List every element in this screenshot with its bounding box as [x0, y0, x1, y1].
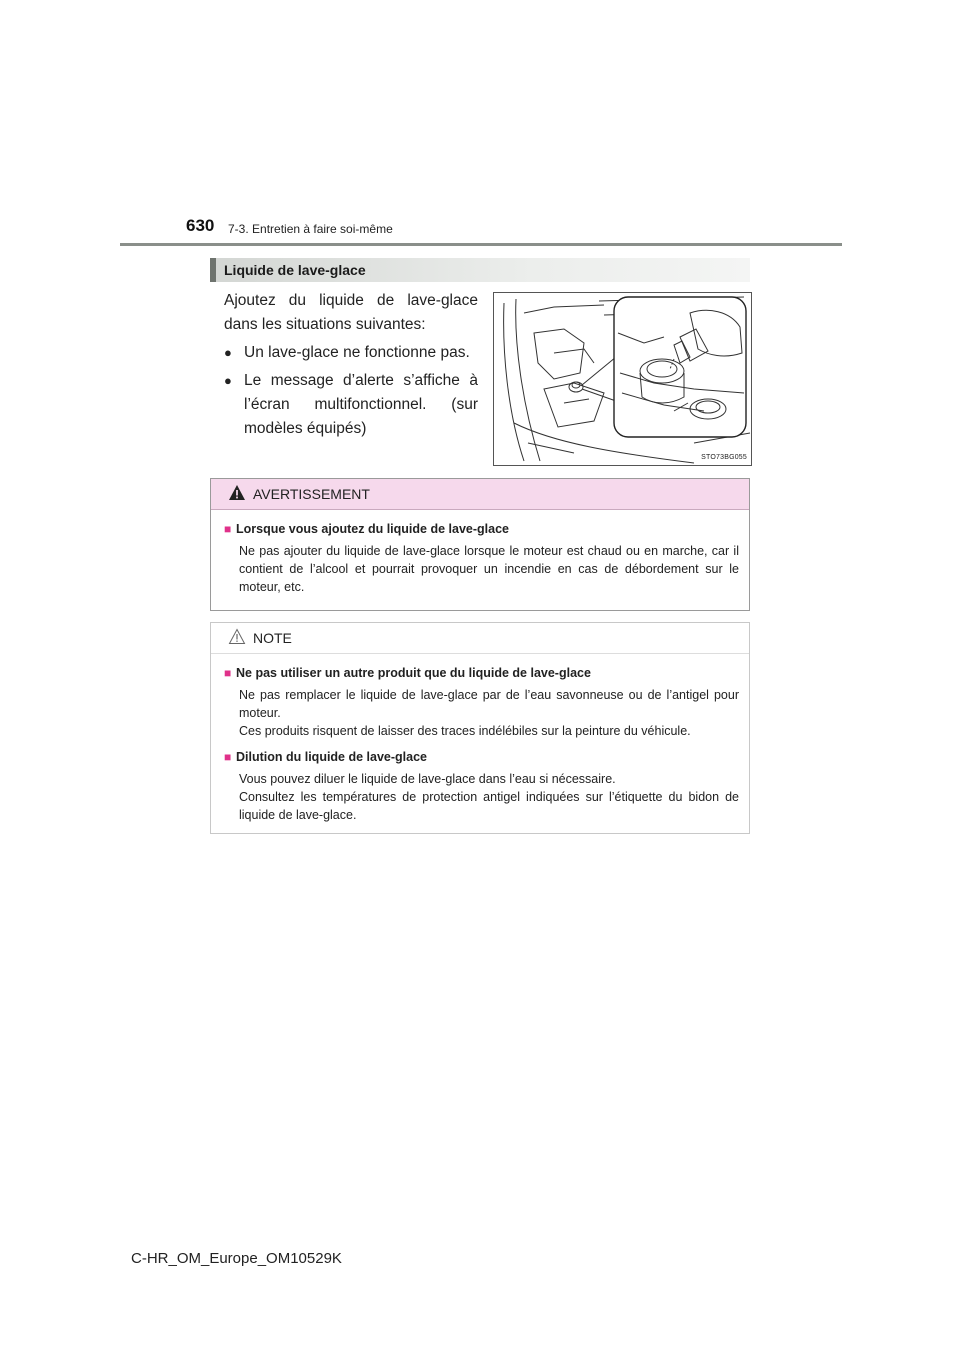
- section-breadcrumb: 7-3. Entretien à faire soi-même: [228, 222, 393, 236]
- note-item-text: Ces produits risquent de laisser des traces indélébiles sur la peinture du véhicule.: [239, 724, 691, 738]
- note-item-text: Ne pas remplacer le liquide de lave-glace par de l’eau savonneuse ou de l’antigel pour moteur.: [239, 688, 739, 720]
- bullet-icon: ●: [224, 345, 232, 360]
- warning-item-text: Ne pas ajouter du liquide de lave-glace lorsque le moteur est chaud ou en marche, car il contient de l’alcool et pourrait provoquer un incendie en cas de débordement sur le moteur, etc.: [239, 544, 739, 594]
- page-number: 630: [186, 216, 215, 235]
- square-bullet-icon: ■: [224, 522, 232, 536]
- bullet-text: Le message d’alerte s’affiche à l’écran multifonctionnel. (sur modèles équipés): [244, 372, 478, 437]
- intro-text: [224, 289, 478, 441]
- caution-triangle-icon: [228, 628, 246, 645]
- bullet-icon: ●: [224, 373, 232, 388]
- note-box: [210, 622, 750, 834]
- list-item: [224, 369, 478, 441]
- illustration-code: STO73BG055: [701, 454, 747, 461]
- note-item-title: [224, 748, 739, 766]
- warning-label: AVERTISSEMENT: [253, 486, 370, 502]
- document-id-footer: C-HR_OM_Europe_OM10529K: [131, 1250, 342, 1267]
- warning-item-title: [224, 520, 739, 538]
- note-body: [211, 654, 749, 824]
- intro-lead: Ajoutez du liquide de lave-glace dans les situations suivantes:: [224, 292, 478, 333]
- section-title-bar: [210, 258, 750, 282]
- list-item: [224, 341, 478, 365]
- note-label: NOTE: [253, 630, 292, 646]
- washer-fluid-illustration: [493, 292, 752, 466]
- note-item-title-text: Ne pas utiliser un autre produit que du liquide de lave-glace: [236, 666, 591, 680]
- warning-header: [211, 479, 749, 510]
- note-item-text: Consultez les températures de protection antigel indiquées sur l’étiquette du bidon de liquide de lave-glace.: [239, 790, 739, 822]
- bullet-text: Un lave-glace ne fonctionne pas.: [244, 344, 470, 361]
- section-title: Liquide de lave-glace: [224, 262, 366, 278]
- note-item-text: Vous pouvez diluer le liquide de lave-glace dans l’eau si nécessaire.: [239, 772, 616, 786]
- header-rule: [120, 243, 842, 246]
- note-header: [211, 623, 749, 654]
- section-title-tab: [210, 258, 216, 282]
- square-bullet-icon: ■: [224, 750, 232, 764]
- warning-box: [210, 478, 750, 611]
- warning-item-title-text: Lorsque vous ajoutez du liquide de lave-glace: [236, 522, 509, 536]
- warning-triangle-icon: [228, 484, 246, 501]
- note-item-title: [224, 664, 739, 682]
- engine-bay-drawing: [494, 293, 751, 465]
- square-bullet-icon: ■: [224, 666, 232, 680]
- warning-body: [211, 510, 749, 596]
- note-item-title-text: Dilution du liquide de lave-glace: [236, 750, 427, 764]
